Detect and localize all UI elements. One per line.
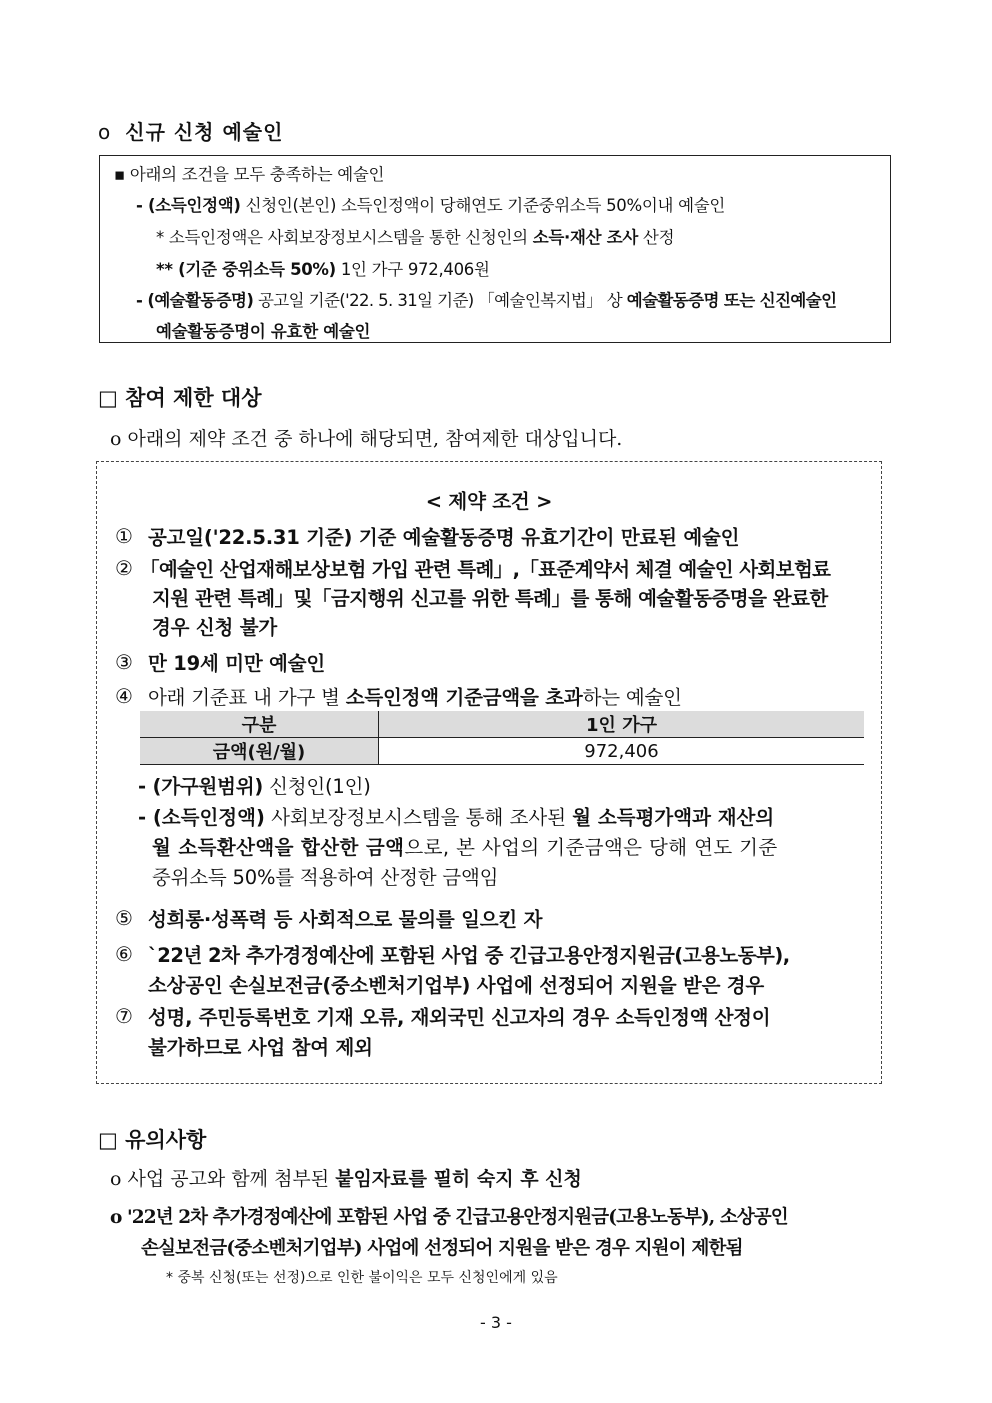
page-number: - 3 - — [480, 1313, 512, 1332]
table-row-value: 972,406 — [379, 738, 865, 765]
condition-2-line-3: 경우 신청 불가 — [152, 616, 277, 639]
condition-2-line-2: 지원 관련 특례」및「금지행위 신고를 위한 특례」를 통해 예술활동증명을 완료한 — [152, 587, 828, 610]
section-title: 유의사항 — [125, 1128, 207, 1152]
item-number-5: ⑤ — [115, 906, 133, 930]
item-number-4: ④ — [115, 684, 133, 708]
section-title: 참여 제한 대상 — [125, 386, 262, 410]
note-footnote: * 중복 신청(또는 선정)으로 인한 불이익은 모두 신청인에게 있음 — [166, 1270, 558, 1286]
section-title: 신규 신청 예술인 — [125, 120, 284, 144]
eligibility-line-1: ▪ 아래의 조건을 모두 충족하는 예술인 — [114, 165, 385, 184]
income-threshold-table — [140, 711, 864, 765]
table-header-category: 구분 — [140, 711, 379, 738]
item-number-1: ① — [115, 524, 133, 548]
eligibility-line-2: - (소득인정액) 신청인(본인) 소득인정액이 당해연도 기준중위소득 50%이내 예술인 — [136, 196, 726, 215]
note-income-line-1: - (소득인정액) 사회보장정보시스템을 통해 조사된 월 소득평가액과 재산의 — [138, 806, 775, 829]
item-number-7: ⑦ — [115, 1004, 133, 1028]
condition-7-line-2: 불가하므로 사업 참여 제외 — [148, 1036, 373, 1059]
table-header-household: 1인 가구 — [379, 711, 865, 738]
checkbox-square-icon: □ — [98, 1128, 118, 1152]
checkbox-square-icon: □ — [98, 386, 118, 410]
condition-3: 만 19세 미만 예술인 — [148, 652, 325, 675]
note-bullet-1: ο 사업 공고와 함께 첨부된 붙임자료를 필히 숙지 후 신청 — [110, 1168, 582, 1190]
note-bullet-2-line-2: 손실보전금(중소벤처기업부) 사업에 선정되어 지원을 받은 경우 지원이 제한됨 — [141, 1238, 743, 1259]
condition-7-line-1: 성명, 주민등록번호 기재 오류, 재외국민 신고자의 경우 소득인정액 산정이 — [148, 1006, 771, 1029]
condition-6-line-1: `22년 2차 추가경정예산에 포함된 사업 중 긴급고용안정지원금(고용노동부), — [148, 944, 790, 967]
note-income-line-2: 월 소득환산액을 합산한 금액으로, 본 사업의 기준금액은 당해 연도 기준 — [152, 836, 778, 859]
table-row — [140, 738, 864, 765]
eligibility-box — [99, 155, 891, 343]
eligibility-line-4: ** (기준 중위소득 50%) 1인 가구 972,406원 — [156, 260, 490, 279]
section-heading-new-applicants — [98, 116, 283, 145]
conditions-title: < 제약 조건 > — [425, 490, 553, 513]
restrictions-intro: ο 아래의 제약 조건 중 하나에 해당되면, 참여제한 대상입니다. — [110, 428, 623, 450]
section-heading-notes — [98, 1124, 206, 1154]
condition-4: 아래 기준표 내 가구 별 소득인정액 기준금액을 초과하는 예술인 — [148, 686, 682, 709]
note-income-line-3: 중위소득 50%를 적용하여 산정한 금액임 — [152, 866, 499, 889]
bullet-mark: o — [98, 120, 112, 144]
note-household-range: - (가구원범위) 신청인(1인) — [138, 775, 371, 798]
condition-6-line-2: 소상공인 손실보전금(중소벤처기업부) 사업에 선정되어 지원을 받은 경우 — [148, 974, 765, 997]
item-number-6: ⑥ — [115, 942, 133, 966]
eligibility-line-5: - (예술활동증명) 공고일 기준('22. 5. 31일 기준) 「예술인복지법」 상 예술활동증명 또는 신진예술인 — [136, 291, 837, 310]
condition-2-line-1: 「예술인 산업재해보상보험 가입 관련 특례」,「표준계약서 체결 예술인 사회보험료 — [140, 558, 831, 581]
condition-1: 공고일('22.5.31 기준) 기준 예술활동증명 유효기간이 만료된 예술인 — [148, 526, 740, 549]
condition-5: 성희롱·성폭력 등 사회적으로 물의를 일으킨 자 — [148, 908, 543, 931]
eligibility-line-6: 예술활동증명이 유효한 예술인 — [156, 322, 371, 341]
table-header-row — [140, 711, 864, 738]
item-number-2: ② — [115, 556, 133, 580]
eligibility-line-3: * 소득인정액은 사회보장정보시스템을 통한 신청인의 소득·재산 조사 산정 — [156, 228, 675, 247]
item-number-3: ③ — [115, 650, 133, 674]
note-bullet-2-line-1: ο '22년 2차 추가경정예산에 포함된 사업 중 긴급고용안정지원금(고용노동부), 소상공인 — [110, 1207, 788, 1228]
table-row-label: 금액(원/월) — [140, 738, 379, 765]
section-heading-restrictions — [98, 382, 262, 412]
